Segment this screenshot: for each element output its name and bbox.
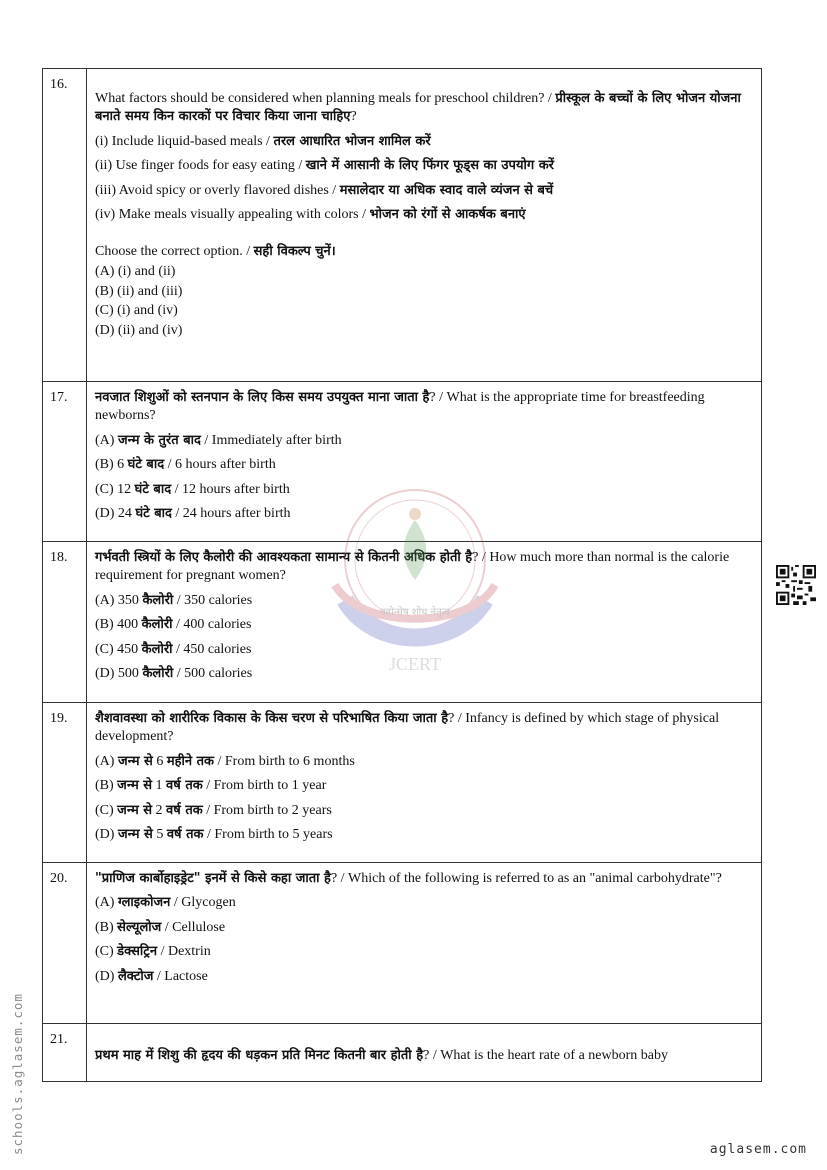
question-body — [87, 703, 762, 863]
answer-option: (A) ग्लाइकोजन / Glycogen — [95, 895, 236, 911]
answer-option: (B) जन्म से 1 वर्ष तक / From birth to 1 year — [95, 778, 327, 794]
answer-option: (A) (i) and (ii) — [95, 264, 176, 280]
question-row — [43, 542, 762, 703]
question-body — [87, 382, 762, 542]
question-number: 19. — [43, 703, 87, 863]
answer-option: (C) डेक्सट्रिन / Dextrin — [95, 944, 211, 960]
seal-name: JCERT — [389, 654, 441, 674]
choose-instruction: Choose the correct option. / सही विकल्प चुनें। — [95, 243, 336, 259]
question-text: "प्राणिज कार्बोहाइड्रेट" इनमें से किसे कहा जाता है? / Which of the following is referred to as an "animal carbohydrate"? — [95, 871, 722, 886]
question-number: 18. — [43, 542, 87, 703]
question-text: नवजात शिशुओं को स्तनपान के लिए किस समय उपयुक्त माना जाता है? / What is the appropriate time for breastfeeding newborns? — [95, 390, 705, 424]
question-number: 21. — [43, 1024, 87, 1082]
question-text: शैशवावस्था को शारीरिक विकास के किस चरण से परिभाषित किया जाता है? / Infancy is defined by which stage of physical development? — [95, 711, 720, 745]
answer-option: (A) जन्म से 6 महीने तक / From birth to 6 months — [95, 753, 355, 769]
footer-watermark: aglasem.com — [709, 1142, 807, 1157]
answer-option: (A) जन्म के तुरंत बाद / Immediately after birth — [95, 432, 342, 448]
side-watermark: schools.aglasem.com — [10, 993, 25, 1155]
answer-option: (C) 450 कैलोरी / 450 calories — [95, 641, 252, 657]
statement-item: (i) Include liquid-based meals / तरल आधारित भोजन शामिल करें — [95, 133, 431, 149]
statement-item: (iv) Make meals visually appealing with colors / भोजन को रंगों से आकर्षक बनाएं — [95, 207, 526, 223]
answer-option: (D) (ii) and (iv) — [95, 322, 183, 338]
seal-motto: नवोन्मेष शोध नेतृत्व — [380, 607, 450, 618]
answer-option: (C) 12 घंटे बाद / 12 hours after birth — [95, 481, 290, 497]
answer-option: (B) (ii) and (iii) — [95, 283, 183, 299]
question-number: 20. — [43, 863, 87, 1024]
qr-code-icon — [776, 565, 816, 605]
answer-option: (B) 400 कैलोरी / 400 calories — [95, 617, 252, 633]
answer-option: (B) सेल्यूलोज / Cellulose — [95, 919, 226, 935]
answer-option: (C) जन्म से 2 वर्ष तक / From birth to 2 years — [95, 802, 332, 818]
question-row — [43, 69, 762, 382]
question-table — [42, 68, 762, 1082]
answer-option: (B) 6 घंटे बाद / 6 hours after birth — [95, 457, 276, 473]
question-number: 16. — [43, 69, 87, 382]
statement-item: (ii) Use finger foods for easy eating / खाने में आसानी के लिए फिंगर फूड्स का उपयोग करें — [95, 158, 554, 174]
question-text: What factors should be considered when planning meals for preschool children? / प्रीस्कूल के बच्चों के लिए भोजन योजना बनाते समय किन कारकों पर विचार किया जाना चाहिए? — [95, 91, 741, 125]
question-body — [87, 863, 762, 1024]
statement-item: (iii) Avoid spicy or overly flavored dishes / मसालेदार या अधिक स्वाद वाले व्यंजन से बचें — [95, 182, 554, 198]
question-row — [43, 863, 762, 1024]
question-body — [87, 542, 762, 703]
answer-option: (D) जन्म से 5 वर्ष तक / From birth to 5 years — [95, 827, 333, 843]
question-body — [87, 1024, 762, 1082]
question-row — [43, 703, 762, 863]
question-row — [43, 382, 762, 542]
question-number: 17. — [43, 382, 87, 542]
answer-option: (D) 24 घंटे बाद / 24 hours after birth — [95, 506, 291, 522]
answer-option: (A) 350 कैलोरी / 350 calories — [95, 592, 253, 608]
answer-option: (D) 500 कैलोरी / 500 calories — [95, 666, 253, 682]
answer-option: (D) लैक्टोज / Lactose — [95, 968, 208, 984]
answer-option: (C) (i) and (iv) — [95, 303, 178, 319]
question-row — [43, 1024, 762, 1082]
question-body — [87, 69, 762, 382]
question-text: गर्भवती स्त्रियों के लिए कैलोरी की आवश्यकता सामान्य से कितनी अधिक होती है? / How much more than normal is the calorie requirement for pregnant women? — [95, 550, 730, 584]
question-text: प्रथम माह में शिशु की हृदय की धड़कन प्रति मिनट कितनी बार होती है? / What is the heart rate of a newborn baby — [95, 1048, 669, 1063]
